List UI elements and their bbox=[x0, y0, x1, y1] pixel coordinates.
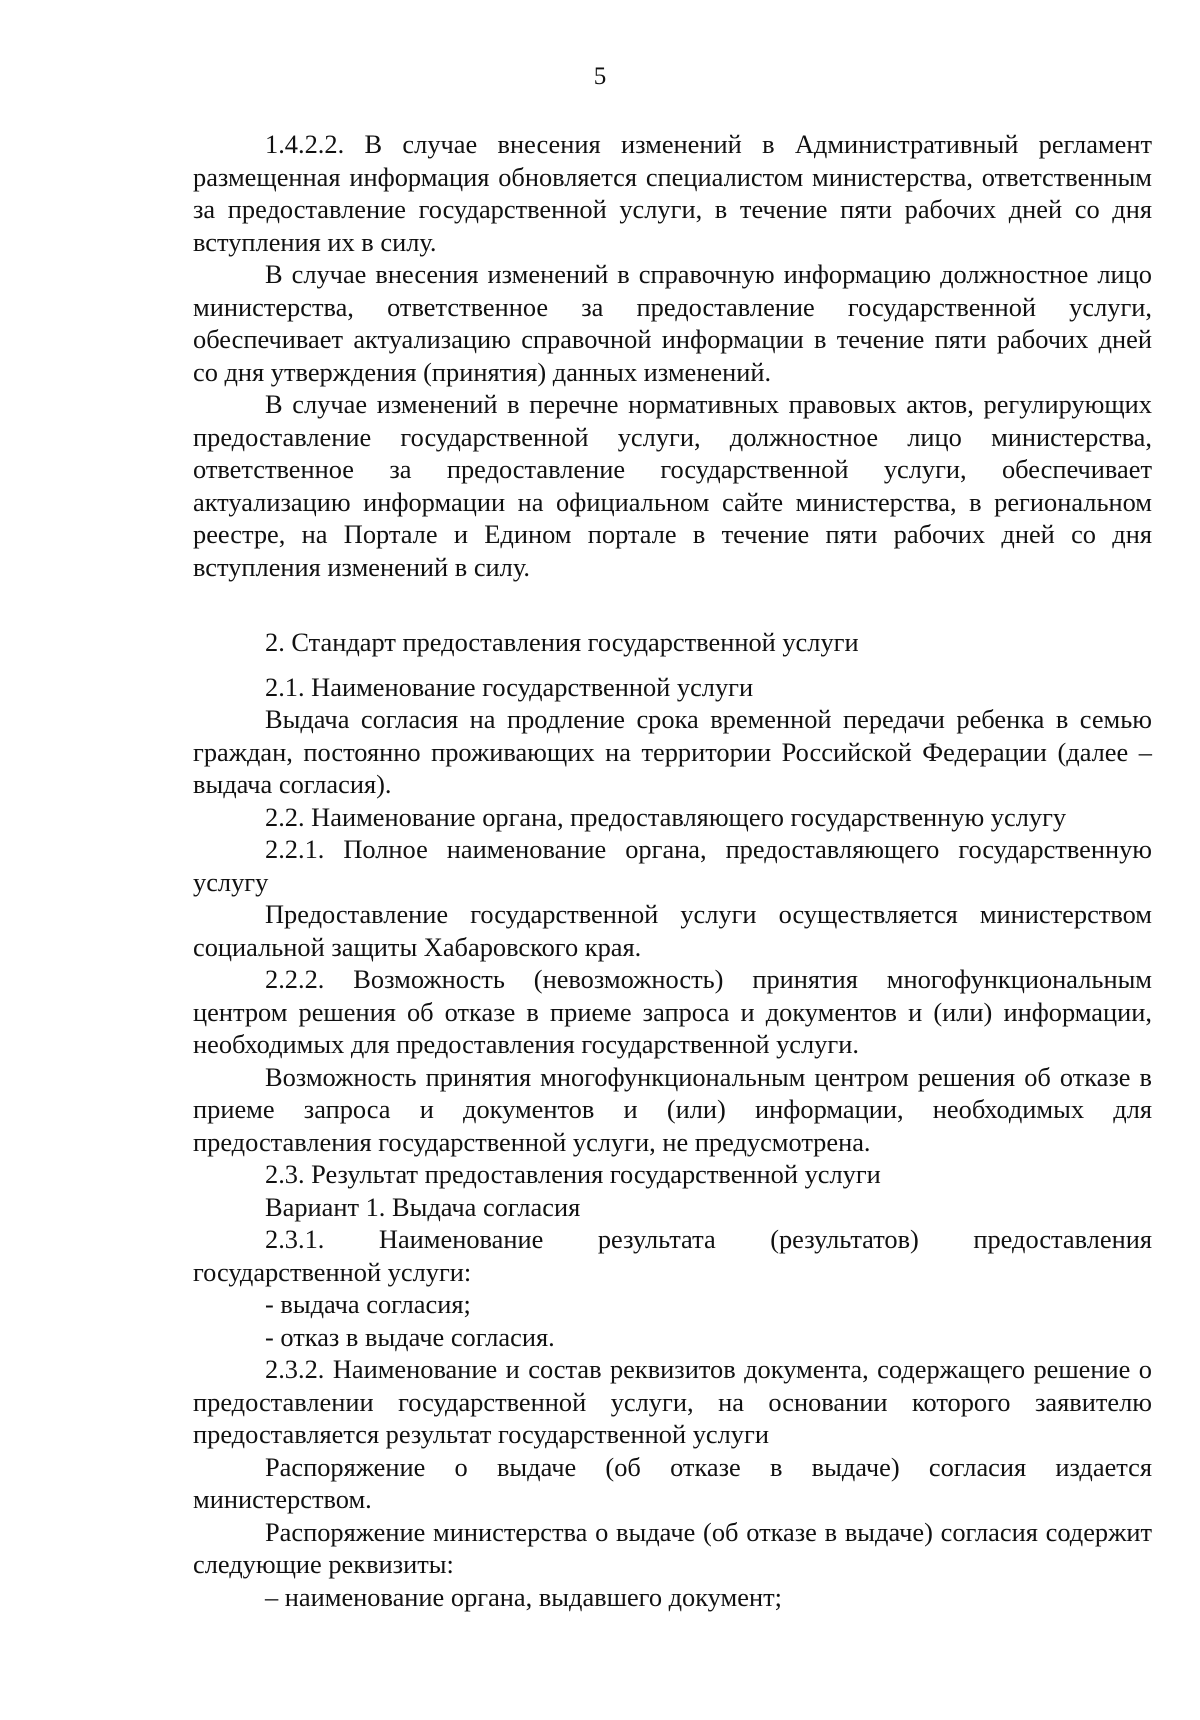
paragraph-order-requisites: Распоряжение министерства о выдаче (об отказе в выдаче) согласия содержит следующие реквизиты: bbox=[193, 1516, 1152, 1579]
subheading-2-2: 2.2. Наименование органа, предоставляющего государственную услугу bbox=[265, 801, 1067, 832]
paragraph-service-name: Выдача согласия на продление срока временной передачи ребенка в семью граждан, постоянно проживающих на территории Российской Федерации (далее – выдача согласия). bbox=[193, 704, 1152, 799]
subheading-2-3-2: 2.3.2. Наименование и состав реквизитов документа, содержащего решение о предоставлении государственной услуги, на основании которого заявителю предоставляется результат государственной услуги bbox=[193, 1354, 1152, 1449]
subheading-2-2-1: 2.2.1. Полное наименование органа, предоставляющего государственную услугу bbox=[193, 834, 1152, 897]
paragraph-provider-ministry: Предоставление государственной услуги осуществляется министерством социальной защиты Хабаровского края. bbox=[193, 899, 1152, 962]
paragraph-normative-acts-changes: В случае изменений в перечне нормативных правовых актов, регулирующих предоставление государственной услуги, должностное лицо министерства, ответственное за предоставление государственной услуги, обеспечивает актуализацию информации на официальном сайте министерства, в региональном реестре, на Портале и Едином портале в течение пяти рабочих дней со дня вступления изменений в силу. bbox=[193, 389, 1152, 582]
document-body bbox=[193, 128, 1152, 1613]
list-item-refuse-consent: - отказ в выдаче согласия. bbox=[265, 1321, 555, 1352]
page-number: 5 bbox=[593, 63, 607, 90]
paragraph-order-issued: Распоряжение о выдаче (об отказе в выдаче) согласия издается министерством. bbox=[193, 1451, 1152, 1514]
subheading-2-2-2: 2.2.2. Возможность (невозможность) принятия многофункциональным центром решения об отказе в приеме запроса и документов и (или) информации, необходимых для предоставления государственной услуги. bbox=[193, 964, 1152, 1059]
list-item-issue-consent: - выдача согласия; bbox=[265, 1289, 471, 1319]
list-item-issuing-authority: – наименование органа, выдавшего документ; bbox=[265, 1581, 782, 1612]
paragraph-reference-info-changes: В случае внесения изменений в справочную информацию должностное лицо министерства, ответственное за предоставление государственной услуги, обеспечивает актуализацию справочной информации в течение пяти рабочих дней со дня утверждения (принятия) данных изменений. bbox=[193, 259, 1152, 387]
subheading-2-3: 2.3. Результат предоставления государственной услуги bbox=[265, 1159, 881, 1189]
section-heading-2: 2. Стандарт предоставления государственной услуги bbox=[265, 627, 859, 657]
paragraph-1-4-2-2: 1.4.2.2. В случае внесения изменений в Административный регламент размещенная информация обновляется специалистом министерства, ответственным за предоставление государственной услуги, в течение пяти рабочих дней со дня вступления их в силу. bbox=[193, 129, 1152, 257]
subheading-2-1: 2.1. Наименование государственной услуги bbox=[265, 671, 754, 702]
paragraph-refusal-possibility: Возможность принятия многофункциональным центром решения об отказе в приеме запроса и документов и (или) информации, необходимых для предоставления государственной услуги, не предусмотрена. bbox=[193, 1061, 1152, 1157]
variant-1-heading: Вариант 1. Выдача согласия bbox=[265, 1191, 581, 1222]
subheading-2-3-1: 2.3.1. Наименование результата (результатов) предоставления государственной услуги: bbox=[193, 1224, 1152, 1287]
